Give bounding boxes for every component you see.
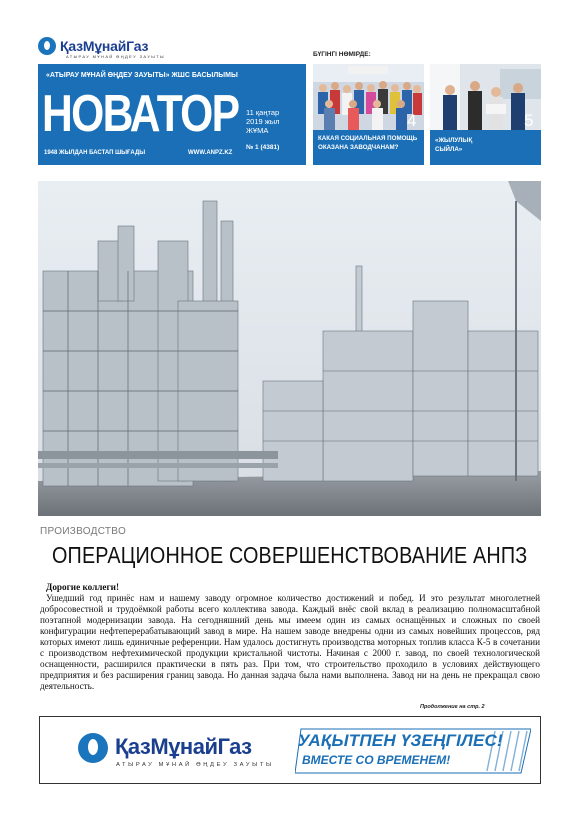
ad-brand-subtitle: АТЫРАУ МҰНАЙ ӨҢДЕУ ЗАУЫТЫ <box>116 762 274 768</box>
logo-subtitle: АТЫРАУ МҰНАЙ ӨҢДЕУ ЗАУЫТЫ <box>66 54 165 59</box>
in-issue-label: БҮГІНГІ НӨМІРДЕ: <box>313 51 371 58</box>
ad-brand: ҚазМұнайГаз <box>115 734 252 759</box>
date-day: 11 қаңтар <box>246 108 280 117</box>
refinery-photo <box>38 181 541 516</box>
website-url[interactable]: WWW.ANPZ.KZ <box>188 150 233 156</box>
masthead <box>38 64 306 165</box>
article-headline: ОПЕРАЦИОННОЕ СОВЕРШЕНСТВОВАНИЕ АНПЗ <box>52 542 528 568</box>
published-since: 1948 ЖЫЛДАН БАСТАП ШЫҒАДЫ <box>44 150 146 156</box>
teaser-card-warmth[interactable] <box>430 64 541 165</box>
article-greeting: Дорогие коллеги! <box>46 582 120 592</box>
continued-on-page[interactable]: Продолжение на стр. 2 <box>420 704 485 710</box>
teaser-page-number: 4 <box>407 111 417 130</box>
article-rubric: ПРОИЗВОДСТВО <box>40 526 127 537</box>
logo-name: ҚазМұнайГаз <box>60 38 149 54</box>
ad-slogan-russian: ВМЕСТЕ СО ВРЕМЕНЕМ! <box>302 753 451 767</box>
issue-number: № 1 (4381) <box>246 144 280 151</box>
article-paragraph: Ушедший год принёс нам и нашему заводу огромное количество достижений и побед. И это результат многолетней добросовестной и трудоёмкой работы всего коллектива завода. Каждый внёс свой вклад в реализацию полномасштабной поэтапной модернизации завода. На сегодняшний день мы имеем один из самых оснащённых и сложных по своей конфигурации нефтеперерабатывающий завод в мире. На нашем заводе внедрены одни из самых новейших процессов, ряд которых имеют лишь единичные референции. Нам удалось достигнуть производства моторных топлив класса К-5 в сочетании с производством нефтехимической продукции кристальной чистоты. Начиная с 2000 г. завод, по своей технологической оснащенности, расширился практически в пять раз. При том, что строительство проходило в условиях действующего предприятия и без расширения границ завода. Но данная задача была нами выполнена. Завод ни на день не прекращал свою деятельность. <box>40 593 540 691</box>
ad-slogan-kazakh: УАҚЫТПЕН ҮЗЕҢГІЛЕС! <box>298 731 503 750</box>
article-body <box>40 582 540 692</box>
date-weekday: ЖҰМА <box>246 126 269 135</box>
drop-logo-icon <box>38 37 56 55</box>
teaser-headline: «ЖЫЛУЛЫҚ СЫЙЛА» <box>435 137 473 153</box>
newspaper-title: НОВАТОР <box>42 85 239 143</box>
teaser-headline: КАКАЯ СОЦИАЛЬНАЯ ПОМОЩЬ ОКАЗАНА ЗАВОДЧАНАМ? <box>318 135 418 151</box>
kmg-ad-banner[interactable] <box>39 716 541 784</box>
teaser-card-social-help[interactable] <box>313 64 424 165</box>
drop-logo-icon <box>78 733 108 763</box>
date-year: 2019 жыл <box>246 117 280 126</box>
issue-date <box>246 108 280 135</box>
teaser-page-number: 5 <box>524 111 534 130</box>
masthead-publisher: «АТЫРАУ МҰНАЙ ӨҢДЕУ ЗАУЫТЫ» ЖШС БАСЫЛЫМЫ <box>46 72 238 79</box>
